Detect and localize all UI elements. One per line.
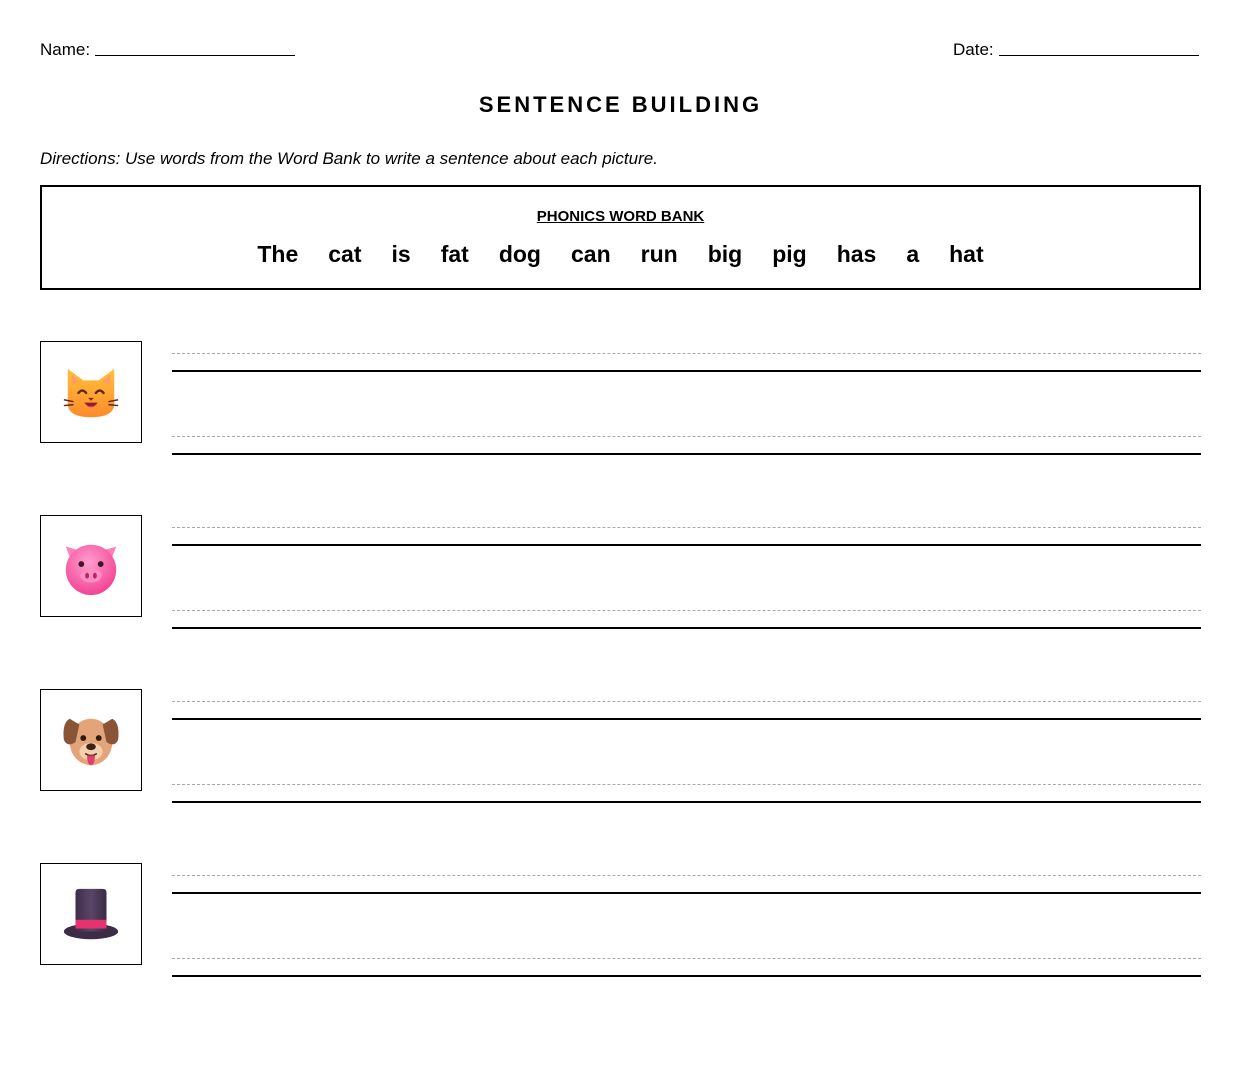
word-bank-word: The xyxy=(257,241,299,267)
picture-row-cat xyxy=(40,341,1201,471)
date-blank-line[interactable] xyxy=(999,54,1199,56)
name-blank-line[interactable] xyxy=(95,54,295,56)
word-bank-word: can xyxy=(570,241,611,267)
dog-face-icon xyxy=(60,709,122,771)
name-label: Name: xyxy=(40,40,91,59)
word-bank-word: dog xyxy=(498,241,541,267)
writing-lines[interactable] xyxy=(172,527,1201,629)
picture-box xyxy=(40,689,142,791)
word-bank-word: pig xyxy=(772,241,807,267)
cat-face-icon xyxy=(60,361,122,423)
picture-row-dog xyxy=(40,689,1201,819)
picture-row-hat xyxy=(40,863,1201,993)
word-bank-word: run xyxy=(640,241,678,267)
directions-text: Directions: Use words from the Word Bank to write a sentence about each picture. xyxy=(40,149,658,168)
writing-lines[interactable] xyxy=(172,875,1201,977)
top-hat-icon xyxy=(60,883,122,945)
picture-box xyxy=(40,515,142,617)
word-bank-word: has xyxy=(836,241,877,267)
pig-face-icon xyxy=(60,535,122,597)
word-bank-title: PHONICS WORD BANK xyxy=(536,208,705,225)
word-bank-word: cat xyxy=(328,241,362,267)
date-label: Date: xyxy=(953,40,994,59)
picture-box xyxy=(40,341,142,443)
word-bank-box xyxy=(40,185,1201,290)
word-bank-word: a xyxy=(906,241,920,267)
date-field[interactable] xyxy=(953,40,1199,60)
picture-box xyxy=(40,863,142,965)
writing-lines[interactable] xyxy=(172,353,1201,455)
picture-row-pig xyxy=(40,515,1201,645)
word-bank-word: hat xyxy=(949,241,984,267)
word-bank-word: fat xyxy=(440,241,469,267)
word-bank-word: is xyxy=(391,241,411,267)
name-field[interactable] xyxy=(40,40,295,60)
writing-lines[interactable] xyxy=(172,701,1201,803)
page-title: SENTENCE BUILDING xyxy=(478,92,763,117)
word-bank-words xyxy=(42,241,1199,268)
word-bank-word: big xyxy=(707,241,743,267)
